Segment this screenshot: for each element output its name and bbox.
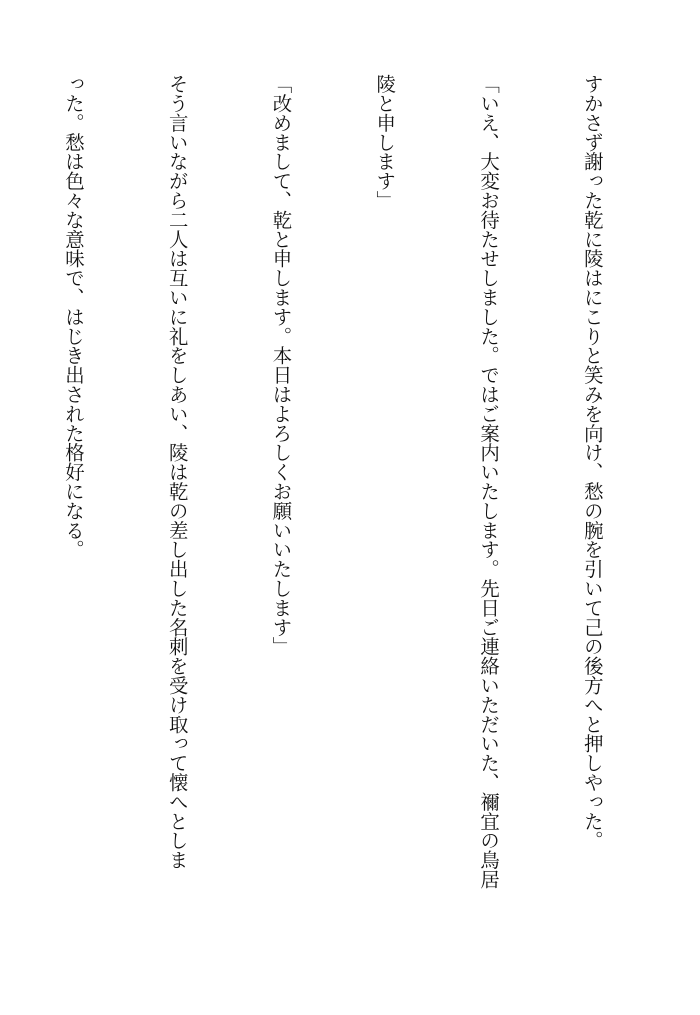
text-line: すかさず謝った乾に陵はにこりと笑みを向け、愁の腕を引いて己の後方へと押しやった。: [580, 74, 604, 850]
text-line: った。愁は色々な意味で、はじき出された格好になる。: [61, 74, 85, 559]
text-line: 「いえ、大変お待たせしました。ではご案内いたします。先日ご連絡いただいた、禰宜の鳥居: [477, 74, 501, 889]
text-line: 「改めまして、乾と申します。本日はよろしくお願いいたします」: [269, 74, 293, 656]
text-line: 陵と申します」: [373, 74, 397, 210]
vertical-text-body: [0, 74, 678, 974]
text-line: そう言いながら二人は互いに礼をしあい、陵は乾の差し出した名刺を受け取って懐へとしま: [165, 74, 189, 870]
